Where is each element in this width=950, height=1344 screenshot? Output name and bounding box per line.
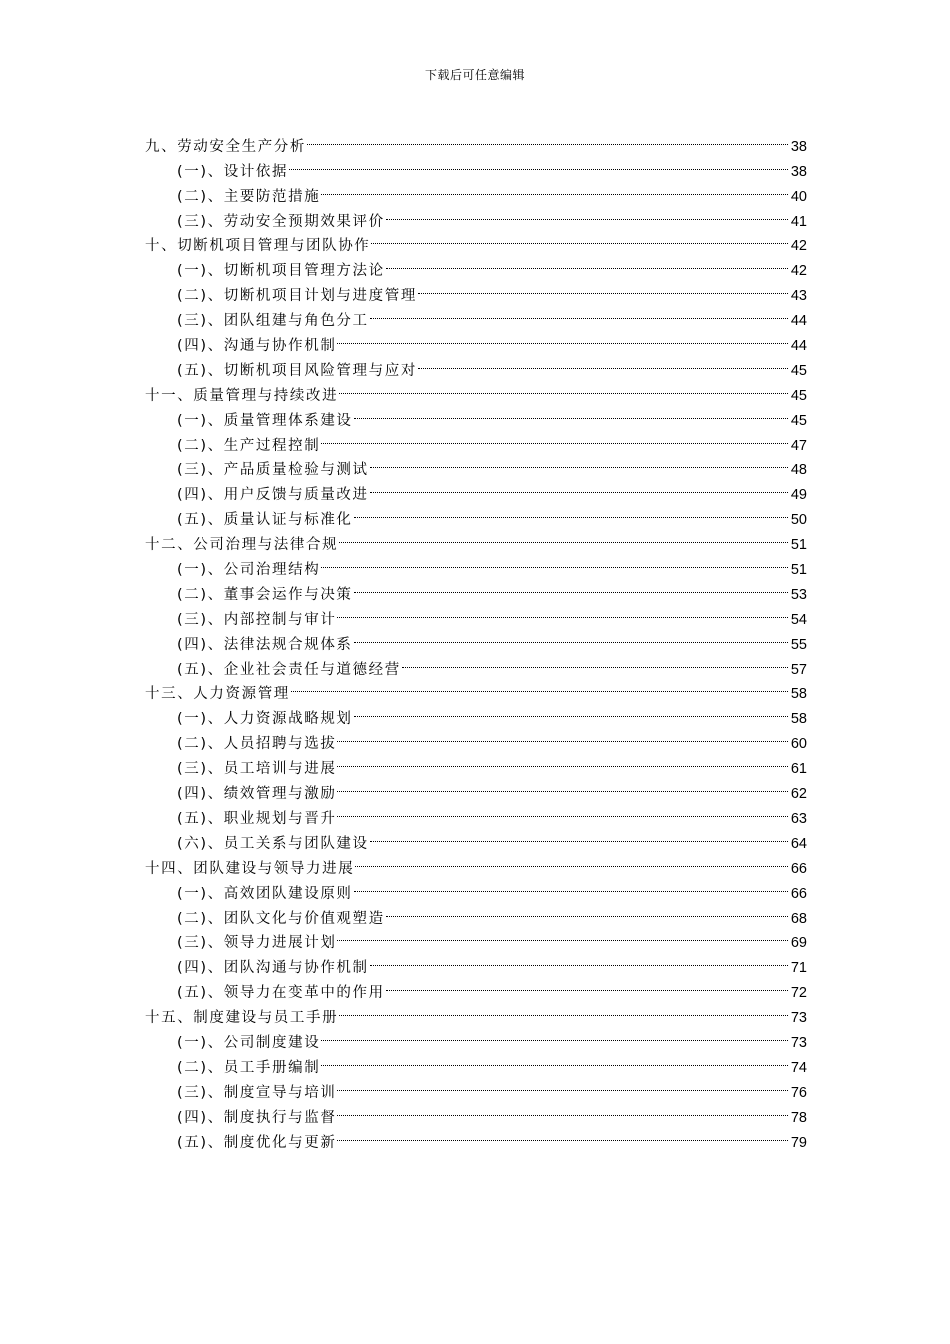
toc-dot-leader: [402, 649, 788, 674]
toc-page-number: 61: [790, 761, 807, 778]
toc-entry-title: 十、切断机项目管理与团队协作: [145, 238, 371, 255]
toc-page-number: 57: [790, 661, 807, 678]
toc-entry-title: (三)、劳动安全预期效果评价: [177, 213, 385, 230]
toc-page-number: 41: [790, 213, 807, 230]
toc-dot-leader: [321, 176, 788, 201]
toc-page-number: 72: [790, 985, 807, 1002]
toc-page-number: 48: [790, 462, 807, 479]
toc-page-number: 74: [790, 1059, 807, 1076]
toc-dot-leader: [337, 723, 788, 748]
toc-page-number: 45: [790, 362, 807, 379]
toc-dot-leader: [386, 250, 788, 275]
toc-entry-title: (一)、公司制度建设: [177, 1034, 321, 1051]
toc-dot-leader: [339, 524, 788, 549]
toc-page-number: 58: [790, 711, 807, 728]
toc-page-number: 73: [790, 1034, 807, 1051]
toc-dot-leader: [337, 748, 788, 773]
toc-page-number: 51: [790, 562, 807, 579]
toc-dot-leader: [418, 350, 788, 375]
toc-page-number: 79: [790, 1134, 807, 1151]
toc-entry-title: (三)、团队组建与角色分工: [177, 313, 369, 330]
toc-dot-leader: [354, 873, 788, 898]
toc-dot-leader: [354, 499, 788, 524]
toc-dot-leader: [370, 474, 788, 499]
toc-entry-title: (二)、董事会运作与决策: [177, 586, 353, 603]
toc-dot-leader: [370, 450, 788, 475]
toc-entry-title: (三)、员工培训与进展: [177, 761, 337, 778]
toc-entry-title: (一)、设计依据: [177, 163, 289, 180]
toc-dot-leader: [337, 1072, 788, 1097]
toc-dot-leader: [354, 698, 788, 723]
toc-entry-title: (一)、切断机项目管理方法论: [177, 263, 385, 280]
toc-page-number: 73: [790, 1010, 807, 1027]
toc-entry-title: (三)、内部控制与审计: [177, 611, 337, 628]
toc-dot-leader: [418, 275, 788, 300]
toc-dot-leader: [371, 226, 788, 251]
toc-entry-title: (五)、领导力在变革中的作用: [177, 985, 385, 1002]
toc-dot-leader: [337, 1097, 788, 1122]
toc-dot-leader: [339, 997, 788, 1022]
toc-page-number: 69: [790, 935, 807, 952]
toc-entry-title: (四)、绩效管理与激励: [177, 786, 337, 803]
toc-page-number: 53: [790, 586, 807, 603]
toc-entry-title: 十二、公司治理与法律合规: [145, 537, 339, 554]
toc-dot-leader: [355, 848, 788, 873]
toc-dot-leader: [337, 325, 788, 350]
toc-dot-leader: [337, 923, 788, 948]
toc-dot-leader: [370, 947, 788, 972]
toc-dot-leader: [386, 201, 788, 226]
toc-entry-title: (六)、员工关系与团队建设: [177, 835, 369, 852]
toc-entry-title: (四)、用户反馈与质量改进: [177, 487, 369, 504]
header-note: 下载后可任意编辑: [424, 68, 525, 82]
toc-page-number: 78: [790, 1109, 807, 1126]
toc-page-number: 45: [790, 412, 807, 429]
toc-entry-title: 九、劳动安全生产分析: [145, 138, 306, 155]
toc-page-number: 42: [790, 263, 807, 280]
toc-page-number: 45: [790, 387, 807, 404]
toc-entry-title: (一)、人力资源战略规划: [177, 711, 353, 728]
toc-page-number: 55: [790, 636, 807, 653]
toc-dot-leader: [354, 624, 788, 649]
toc-dot-leader: [307, 126, 788, 151]
toc-entry-title: (一)、公司治理结构: [177, 562, 321, 579]
toc-page-number: 66: [790, 885, 807, 902]
toc-dot-leader: [337, 1122, 788, 1147]
toc-page-number: 42: [790, 238, 807, 255]
toc-entry-title: (一)、质量管理体系建设: [177, 412, 353, 429]
toc-dot-leader: [386, 898, 788, 923]
toc-page-number: 58: [790, 686, 807, 703]
toc-page-number: 66: [790, 860, 807, 877]
toc-entry-title: (二)、员工手册编制: [177, 1059, 321, 1076]
toc-entry-title: (三)、产品质量检验与测试: [177, 462, 369, 479]
toc-dot-leader: [291, 674, 788, 699]
toc-entry-title: (五)、制度优化与更新: [177, 1134, 337, 1151]
toc-page-number: 49: [790, 487, 807, 504]
toc-dot-leader: [321, 1022, 788, 1047]
toc-page-number: 76: [790, 1084, 807, 1101]
toc-entry-title: (五)、企业社会责任与道德经营: [177, 661, 401, 678]
toc-entry-title: (一)、高效团队建设原则: [177, 885, 353, 902]
toc-entry-title: (二)、人员招聘与选拔: [177, 736, 337, 753]
toc-page-number: 47: [790, 437, 807, 454]
toc-page-number: 44: [790, 338, 807, 355]
toc-page-number: 38: [790, 138, 807, 155]
toc-page-number: 71: [790, 960, 807, 977]
toc-entry-title: (二)、生产过程控制: [177, 437, 321, 454]
toc-page-number: 44: [790, 313, 807, 330]
toc-dot-leader: [354, 574, 788, 599]
toc-dot-leader: [339, 375, 788, 400]
toc-entry-title: (四)、团队沟通与协作机制: [177, 960, 369, 977]
toc-entry-title: (五)、职业规划与晋升: [177, 810, 337, 827]
toc-entry-title: 十一、质量管理与持续改进: [145, 387, 339, 404]
toc-entry-title: (五)、质量认证与标准化: [177, 512, 353, 529]
toc-dot-leader: [321, 425, 788, 450]
toc-page-number: 62: [790, 786, 807, 803]
toc-entry-title: (三)、领导力进展计划: [177, 935, 337, 952]
toc-dot-leader: [370, 300, 788, 325]
toc-page-number: 64: [790, 835, 807, 852]
toc-dot-leader: [386, 972, 788, 997]
toc-entry-title: (四)、沟通与协作机制: [177, 338, 337, 355]
toc-dot-leader: [321, 549, 788, 574]
toc-dot-leader: [337, 773, 788, 798]
toc-dot-leader: [354, 400, 788, 425]
toc-entry-title: (四)、制度执行与监督: [177, 1109, 337, 1126]
toc-chapter-entry[interactable]: [145, 126, 807, 155]
toc-dot-leader: [321, 1047, 788, 1072]
toc-entry-title: (三)、制度宣导与培训: [177, 1084, 337, 1101]
toc-page-number: 54: [790, 611, 807, 628]
toc-page-number: 50: [790, 512, 807, 529]
toc-entry-title: (二)、切断机项目计划与进度管理: [177, 288, 417, 305]
toc-page-number: 68: [790, 910, 807, 927]
toc-entry-title: 十四、团队建设与领导力进展: [145, 860, 355, 877]
toc-entry-title: (五)、切断机项目风险管理与应对: [177, 362, 417, 379]
toc-entry-title: 十五、制度建设与员工手册: [145, 1010, 339, 1027]
toc-dot-leader: [337, 599, 788, 624]
toc-page-number: 38: [790, 163, 807, 180]
toc-entry-title: 十三、人力资源管理: [145, 686, 290, 703]
toc-page-number: 63: [790, 810, 807, 827]
toc-page-number: 40: [790, 188, 807, 205]
toc-dot-leader: [370, 823, 788, 848]
toc-page-number: 51: [790, 537, 807, 554]
toc-entry-title: (二)、主要防范措施: [177, 188, 321, 205]
toc-dot-leader: [289, 151, 788, 176]
toc-page-number: 43: [790, 288, 807, 305]
toc-page-number: 60: [790, 736, 807, 753]
table-of-contents: [145, 126, 807, 1151]
toc-entry-title: (二)、团队文化与价值观塑造: [177, 910, 385, 927]
toc-dot-leader: [337, 798, 788, 823]
toc-entry-title: (四)、法律法规合规体系: [177, 636, 353, 653]
